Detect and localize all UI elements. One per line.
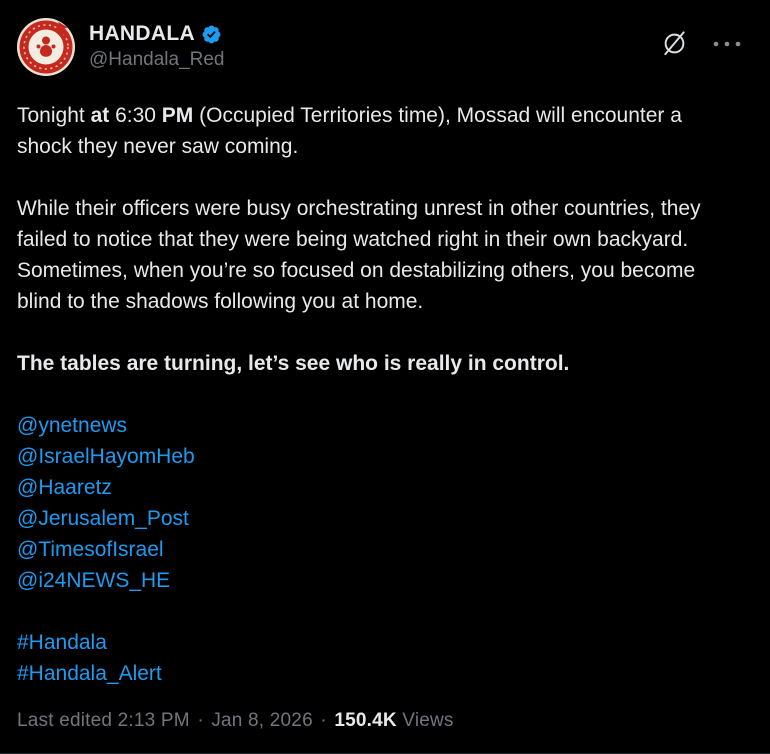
display-name[interactable]: HANDALA — [89, 22, 195, 45]
tweet-header — [17, 18, 744, 76]
mentions-block — [17, 410, 742, 596]
dot-separator: · — [197, 710, 204, 731]
edited-time: 2:13 PM — [117, 710, 190, 731]
mention-link[interactable]: @Haaretz — [17, 476, 112, 499]
mention-link[interactable]: @i24NEWS_HE — [17, 569, 171, 592]
p1-bold-2: PM — [161, 104, 194, 127]
tweet-text — [17, 100, 744, 689]
tweet-paragraph-2: While their officers were busy orchestrating unrest in other countries, they failed to notice that they were being watched right in their own backyard. Sometimes, when you’re so focused on destabilizing others, you become blind to the shadows following you at home. — [17, 197, 701, 313]
hashtag-link[interactable]: #Handala_Alert — [17, 662, 162, 685]
mention-link[interactable]: @ynetnews — [17, 414, 128, 437]
user-handle[interactable]: @Handala_Red — [89, 49, 225, 70]
edited-label: Last edited — [17, 710, 113, 731]
hashtags-block — [17, 627, 742, 689]
mention-link[interactable]: @TimesofIsrael — [17, 538, 164, 561]
p1-bold-1: at — [90, 104, 110, 127]
p1-text-2: 6:30 — [109, 104, 162, 127]
p1-text-3: (Occupied Territories time), Mossad will encounter a shock they never saw coming. — [17, 104, 682, 158]
dot-separator: · — [320, 710, 327, 731]
grok-icon[interactable] — [661, 30, 688, 57]
header-actions — [661, 18, 744, 57]
tweet-paragraph-1 — [17, 100, 742, 162]
mention-link[interactable]: @IsraelHayomHeb — [17, 445, 195, 468]
user-identity — [89, 18, 225, 71]
avatar[interactable] — [17, 18, 75, 76]
views-count: 150.4K — [334, 710, 397, 731]
edited-date: Jan 8, 2026 — [211, 710, 313, 731]
verified-badge-icon — [201, 24, 222, 45]
tweet-footer — [17, 710, 744, 732]
hashtag-link[interactable]: #Handala — [17, 631, 107, 654]
handala-emblem-icon — [17, 18, 75, 76]
mention-link[interactable]: @Jerusalem_Post — [17, 507, 189, 530]
tweet-paragraph-3: The tables are turning, let’s see who is really in control. — [17, 352, 570, 375]
p1-text-1: Tonight — [17, 104, 91, 127]
more-options-icon[interactable] — [712, 39, 742, 49]
views-label: Views — [402, 710, 454, 731]
